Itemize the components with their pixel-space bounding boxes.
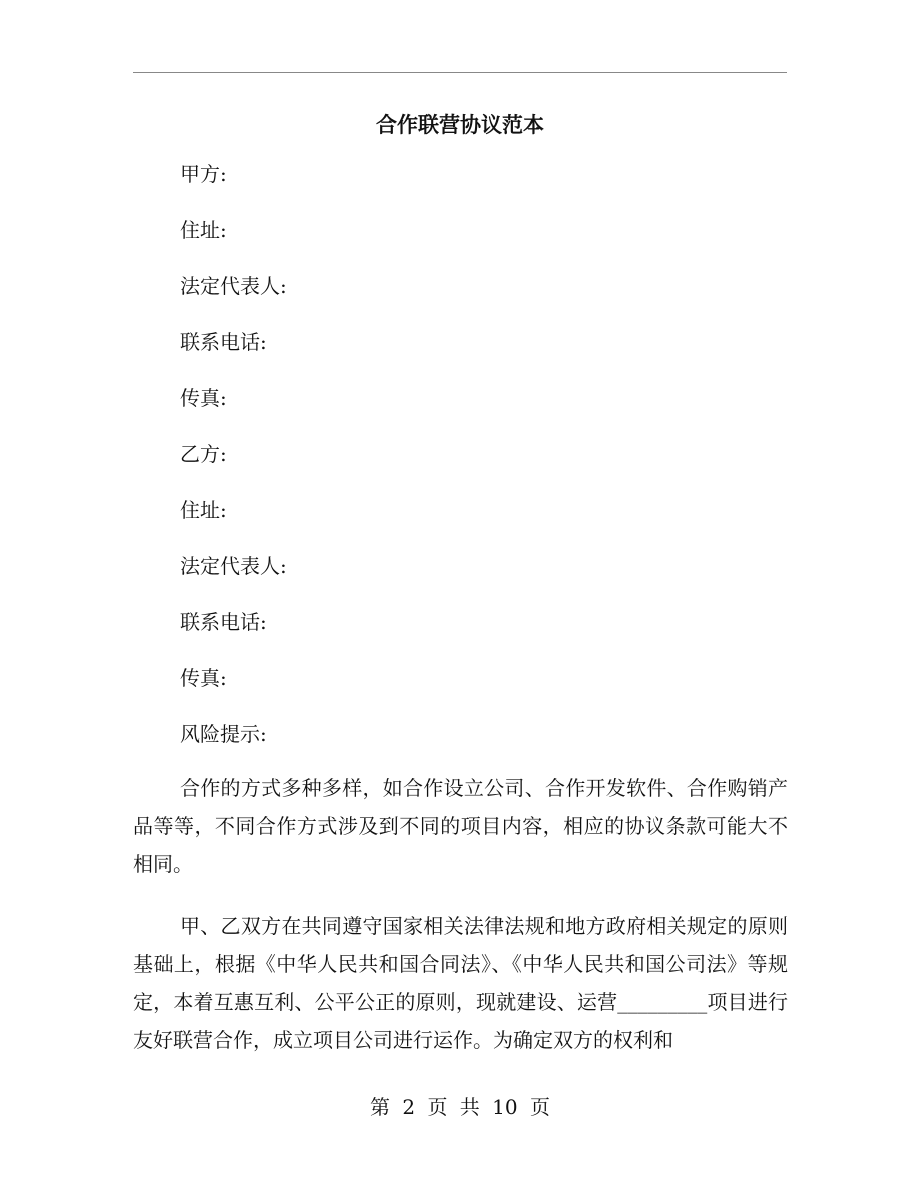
party-a-representative-label: 法定代表人:	[180, 274, 287, 298]
page-number-footer: 第 2 页 共 10 页	[370, 1095, 550, 1119]
party-a-address-label: 住址:	[180, 218, 227, 242]
party-b-phone-label: 联系电话:	[180, 610, 267, 634]
party-a-fax-label: 传真:	[180, 386, 227, 410]
party-b-label: 乙方:	[180, 442, 227, 466]
header-rule	[133, 72, 787, 73]
party-a-phone-label: 联系电话:	[180, 330, 267, 354]
preamble-paragraph: 甲、乙双方在共同遵守国家相关法律法规和地方政府相关规定的原则基础上，根据《中华人民共和国合同法》、《中华人民共和国公司法》等规定，本着互惠互利、公平公正的原则，现就建设、运营_________项目进行友好联营合作，成立项目公司进行运作。为确定双方的权利和	[133, 914, 788, 1052]
party-b-address-label: 住址:	[180, 498, 227, 522]
risk-notice-label: 风险提示:	[180, 722, 267, 746]
risk-notice-paragraph: 合作的方式多种多样，如合作设立公司、合作开发软件、合作购销产品等等，不同合作方式涉及到不同的项目内容，相应的协议条款可能大不相同。	[133, 776, 788, 876]
party-b-representative-label: 法定代表人:	[180, 554, 287, 578]
party-b-fax-label: 传真:	[180, 666, 227, 690]
document-title: 合作联营协议范本	[376, 112, 544, 137]
party-a-label: 甲方:	[180, 162, 227, 186]
